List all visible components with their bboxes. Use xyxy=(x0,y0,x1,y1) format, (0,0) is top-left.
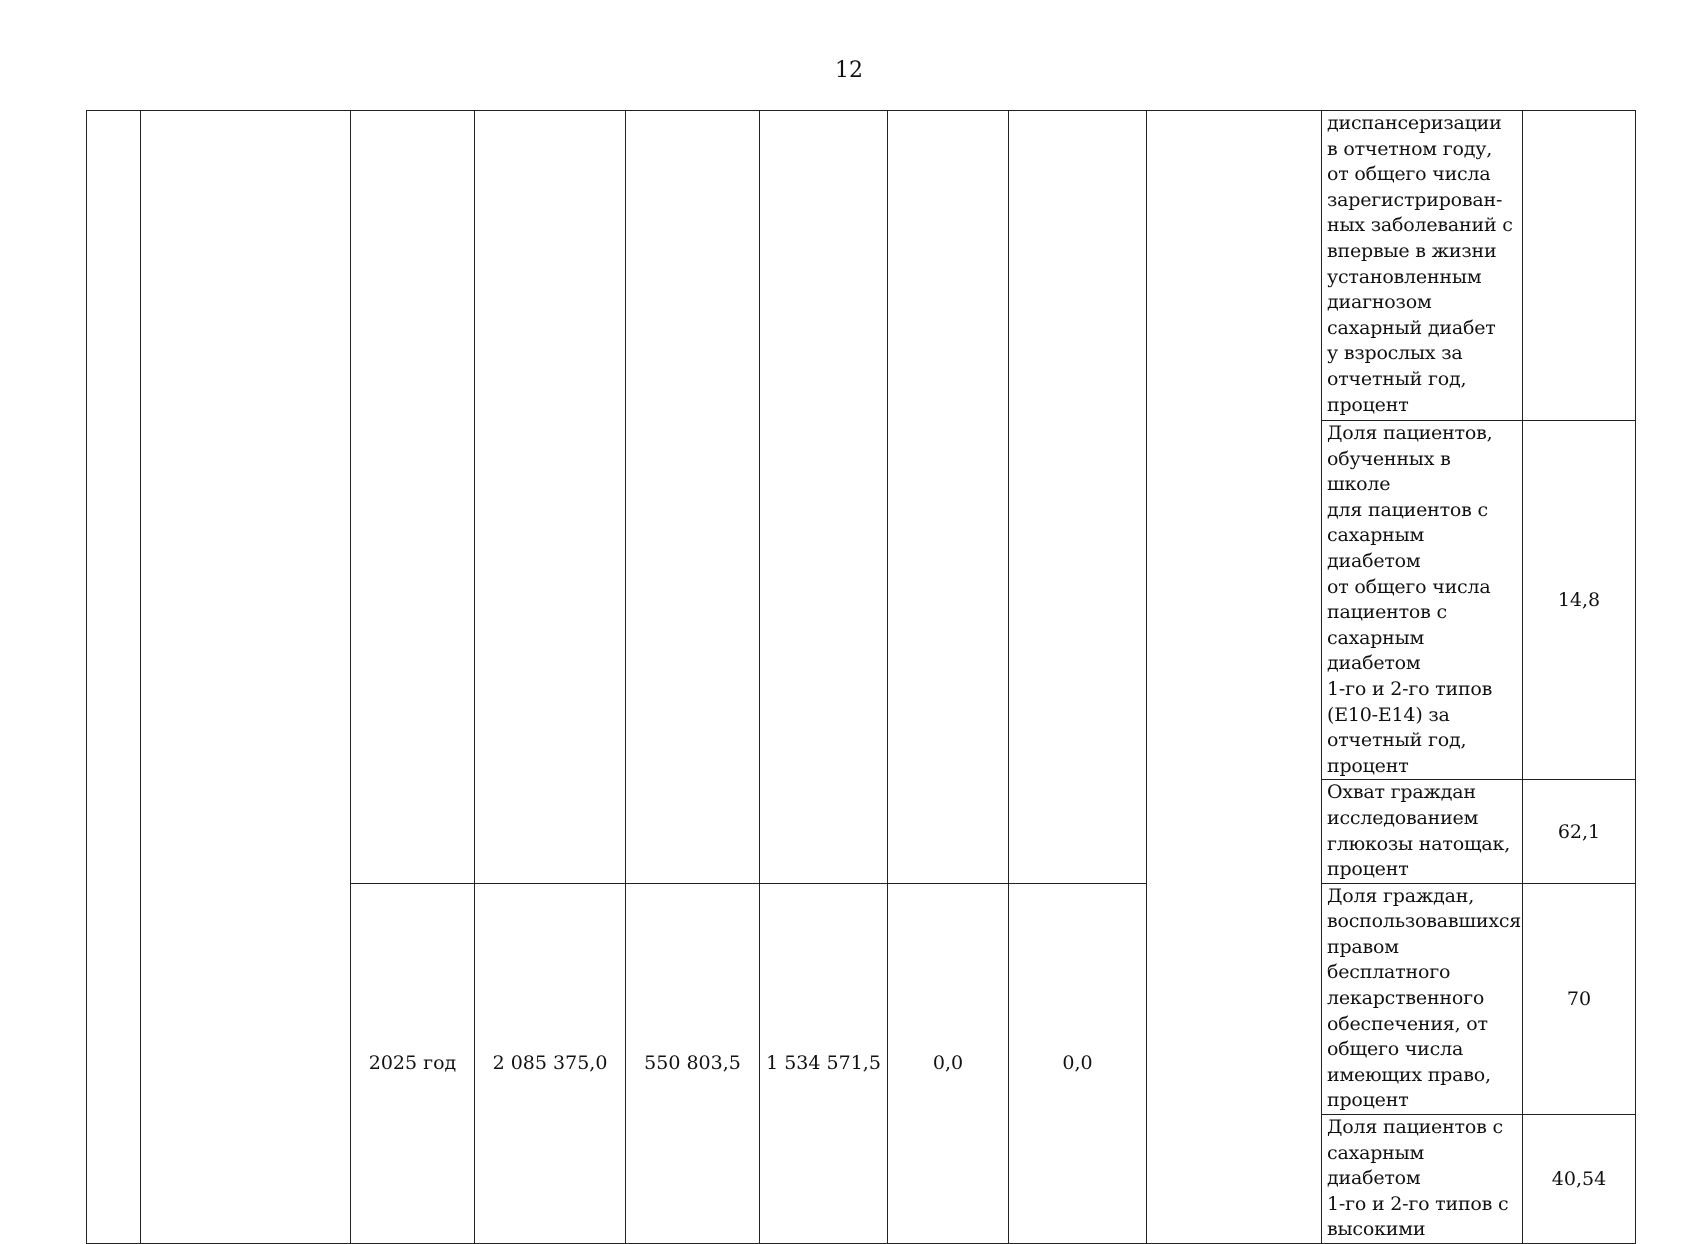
indicator-value: 62,1 xyxy=(1523,780,1636,883)
indicator-value: 14,8 xyxy=(1523,421,1636,780)
year-cell-previous xyxy=(351,111,475,884)
indicator-value: 40,54 xyxy=(1523,1115,1636,1244)
funding-indicators-table xyxy=(86,110,1636,1244)
total-cell-previous xyxy=(475,111,626,884)
indicator-name: Доля пациентов с сахарным диабетом 1-го и 2-го типов с высокими xyxy=(1322,1115,1523,1244)
indicator-value xyxy=(1523,111,1636,421)
federal-cell-previous xyxy=(626,111,760,884)
other-cell-2025: 0,0 xyxy=(1009,883,1147,1243)
federal-cell-2025: 550 803,5 xyxy=(626,883,760,1243)
local-cell-2025: 0,0 xyxy=(888,883,1009,1243)
indicator-value: 70 xyxy=(1523,883,1636,1114)
year-cell-2025: 2025 год xyxy=(351,883,475,1243)
executor-cell xyxy=(1147,111,1322,1244)
indicator-name: диспансеризации в отчетном году, от общего числа зарегистрирован- ных заболеваний с впервые в жизни установленным диагнозом сахарный диабет у взрослых за отчетный год, процент xyxy=(1322,111,1523,421)
other-cell-previous xyxy=(1009,111,1147,884)
total-cell-2025: 2 085 375,0 xyxy=(475,883,626,1243)
regional-cell-previous xyxy=(760,111,888,884)
indicator-name: Доля граждан, воспользовавшихся правом бесплатного лекарственного обеспечения, от общего числа имеющих право, процент xyxy=(1322,883,1523,1114)
indicator-name: Доля пациентов, обученных в школе для пациентов с сахарным диабетом от общего числа пациентов с сахарным диабетом 1-го и 2-го типов (Е10-Е14) за отчетный год, процент xyxy=(1322,421,1523,780)
page-number: 12 xyxy=(835,58,863,83)
local-cell-previous xyxy=(888,111,1009,884)
indicator-name: Охват граждан исследованием глюкозы натощак, процент xyxy=(1322,780,1523,883)
measure-name-cell xyxy=(141,111,351,1244)
regional-cell-2025: 1 534 571,5 xyxy=(760,883,888,1243)
number-cell xyxy=(87,111,141,1244)
table-row xyxy=(87,111,1636,421)
